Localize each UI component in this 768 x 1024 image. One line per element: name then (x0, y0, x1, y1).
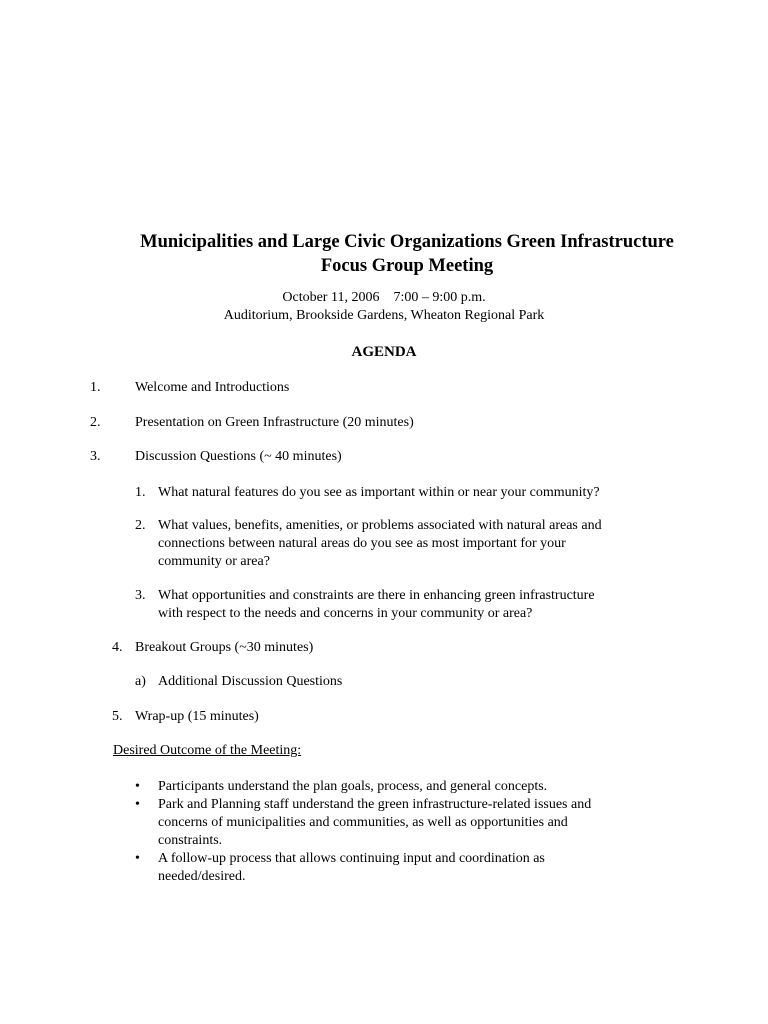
outcome-bullet-line: constraints. (158, 833, 223, 848)
meeting-details (60, 289, 708, 325)
question-text-line: What natural features do you see as important within or near your community? (158, 485, 600, 500)
question-text-line: connections between natural areas do you see as most important for your (158, 536, 566, 551)
agenda-item-text: Wrap-up (15 minutes) (135, 709, 259, 724)
bullet-icon: • (135, 851, 140, 866)
title-line-2: Focus Group Meeting (320, 256, 494, 276)
outcome-heading: Desired Outcome of the Meeting: (113, 743, 302, 758)
sub-item-text: Additional Discussion Questions (158, 674, 343, 689)
document-title (60, 230, 754, 278)
agenda-item-text: Breakout Groups (~30 minutes) (135, 640, 314, 655)
agenda-heading: AGENDA (351, 344, 417, 360)
question-number: 2. (135, 518, 146, 533)
title-line-1: Municipalities and Large Civic Organizations Green Infrastructure (140, 232, 674, 252)
meeting-location: Auditorium, Brookside Gardens, Wheaton Regional Park (223, 308, 545, 323)
agenda-item-text: Discussion Questions (~ 40 minutes) (135, 449, 342, 464)
question-number: 3. (135, 588, 146, 603)
outcome-bullet-line: concerns of municipalities and communities, as well as opportunities and (158, 815, 568, 830)
agenda-item-number: 3. (90, 449, 101, 464)
question-text-line: What opportunities and constraints are there in enhancing green infrastructure (158, 588, 595, 603)
question-text-line: What values, benefits, amenities, or problems associated with natural areas and (158, 518, 602, 533)
outcome-bullet-line: A follow-up process that allows continuing input and coordination as (158, 851, 545, 866)
bullet-icon: • (135, 797, 140, 812)
outcome-bullet-line: Park and Planning staff understand the green infrastructure-related issues and (158, 797, 592, 812)
meeting-date-time: October 11, 2006 7:00 – 9:00 p.m. (282, 290, 486, 305)
question-number: 1. (135, 485, 146, 500)
question-text-line: with respect to the needs and concerns in your community or area? (158, 606, 533, 621)
agenda-item-number: 5. (112, 709, 123, 724)
bullet-icon: • (135, 779, 140, 794)
agenda-item-text: Welcome and Introductions (135, 380, 290, 395)
agenda-item-text: Presentation on Green Infrastructure (20 minutes) (135, 415, 414, 430)
agenda-item-number: 2. (90, 415, 101, 430)
sub-item-marker: a) (135, 674, 146, 689)
outcome-bullet-line: needed/desired. (158, 869, 246, 884)
agenda-item-number: 4. (112, 640, 123, 655)
question-text-line: community or area? (158, 554, 270, 569)
agenda-item-number: 1. (90, 380, 101, 395)
outcome-bullet-line: Participants understand the plan goals, process, and general concepts. (158, 779, 548, 794)
